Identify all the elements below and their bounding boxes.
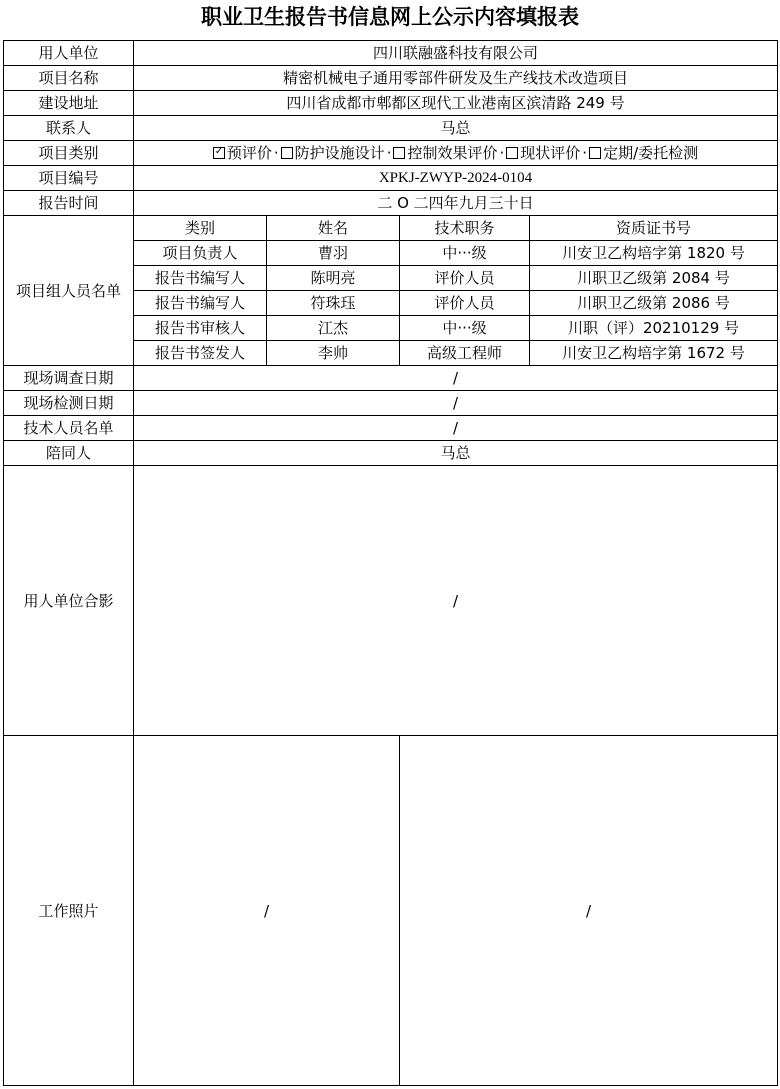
row-contact	[4, 116, 778, 141]
separator: ·	[499, 144, 505, 162]
checkbox-icon	[589, 147, 601, 159]
team-title: 中···级	[400, 316, 530, 341]
category-options	[134, 141, 778, 166]
row-group-photo	[4, 466, 778, 736]
team-name: 曹羽	[267, 241, 400, 266]
address-label: 建设地址	[4, 91, 134, 116]
team-cert: 川职卫乙级第 2084 号	[530, 266, 778, 291]
contact-value: 马总	[134, 116, 778, 141]
checkbox-checked-icon	[213, 147, 225, 159]
team-role: 项目负责人	[134, 241, 267, 266]
row-report-time	[4, 191, 778, 216]
row-survey-date	[4, 366, 778, 391]
info-table	[3, 40, 778, 1086]
contact-label: 联系人	[4, 116, 134, 141]
work-photo-right: /	[400, 736, 778, 1086]
project-no-label: 项目编号	[4, 166, 134, 191]
row-category	[4, 141, 778, 166]
survey-date-label: 现场调查日期	[4, 366, 134, 391]
team-header: 资质证书号	[530, 216, 778, 241]
team-header-row	[4, 216, 778, 241]
team-cert: 川安卫乙构培字第 1672 号	[530, 341, 778, 366]
team-label: 项目组人员名单	[4, 216, 134, 366]
employer-value: 四川联融盛科技有限公司	[134, 41, 778, 66]
row-tech-staff	[4, 416, 778, 441]
team-cert: 川职卫乙级第 2086 号	[530, 291, 778, 316]
report-time-value: 二 O 二四年九月三十日	[134, 191, 778, 216]
category-option-protection-design[interactable]: 防护设施设计	[281, 144, 385, 162]
category-option-periodic-test[interactable]: 定期/委托检测	[589, 144, 698, 162]
page-title: 职业卫生报告书信息网上公示内容填报表	[201, 5, 579, 29]
team-title: 评价人员	[400, 291, 530, 316]
row-employer	[4, 41, 778, 66]
row-project-no	[4, 166, 778, 191]
group-photo-label: 用人单位合影	[4, 466, 134, 736]
separator: ·	[582, 144, 588, 162]
work-photo-left: /	[134, 736, 400, 1086]
address-value: 四川省成都市郫都区现代工业港南区滨清路 249 号	[134, 91, 778, 116]
team-header: 姓名	[267, 216, 400, 241]
test-date-value: /	[134, 391, 778, 416]
team-role: 报告书签发人	[134, 341, 267, 366]
employer-label: 用人单位	[4, 41, 134, 66]
checkbox-icon	[506, 147, 518, 159]
survey-date-value: /	[134, 366, 778, 391]
team-header: 技术职务	[400, 216, 530, 241]
team-cert: 川职（评）20210129 号	[530, 316, 778, 341]
companion-label: 陪同人	[4, 441, 134, 466]
team-cert: 川安卫乙构培字第 1820 号	[530, 241, 778, 266]
team-name: 江杰	[267, 316, 400, 341]
tech-staff-label: 技术人员名单	[4, 416, 134, 441]
team-role: 报告书编写人	[134, 266, 267, 291]
category-option-pre-eval[interactable]: ✓ 预评价	[213, 144, 272, 162]
work-photos-label: 工作照片	[4, 736, 134, 1086]
test-date-label: 现场检测日期	[4, 391, 134, 416]
project-no-value: XPKJ-ZWYP-2024-0104	[134, 166, 778, 191]
tech-staff-value: /	[134, 416, 778, 441]
separator: ·	[386, 144, 392, 162]
separator: ·	[273, 144, 279, 162]
project-name-label: 项目名称	[4, 66, 134, 91]
group-photo-area: /	[134, 466, 778, 736]
team-role: 报告书编写人	[134, 291, 267, 316]
team-title: 评价人员	[400, 266, 530, 291]
team-header: 类别	[134, 216, 267, 241]
category-option-control-eval[interactable]: 控制效果评价	[393, 144, 497, 162]
team-name: 符珠珏	[267, 291, 400, 316]
report-time-label: 报告时间	[4, 191, 134, 216]
category-label: 项目类别	[4, 141, 134, 166]
checkbox-icon	[281, 147, 293, 159]
row-address	[4, 91, 778, 116]
row-companion	[4, 441, 778, 466]
row-test-date	[4, 391, 778, 416]
row-work-photos	[4, 736, 778, 1086]
team-name: 李帅	[267, 341, 400, 366]
team-title: 高级工程师	[400, 341, 530, 366]
project-name-value: 精密机械电子通用零部件研发及生产线技术改造项目	[134, 66, 778, 91]
team-name: 陈明亮	[267, 266, 400, 291]
companion-value: 马总	[134, 441, 778, 466]
team-role: 报告书审核人	[134, 316, 267, 341]
row-project-name	[4, 66, 778, 91]
team-title: 中···级	[400, 241, 530, 266]
category-option-status-eval[interactable]: 现状评价	[506, 144, 580, 162]
checkbox-icon	[393, 147, 405, 159]
